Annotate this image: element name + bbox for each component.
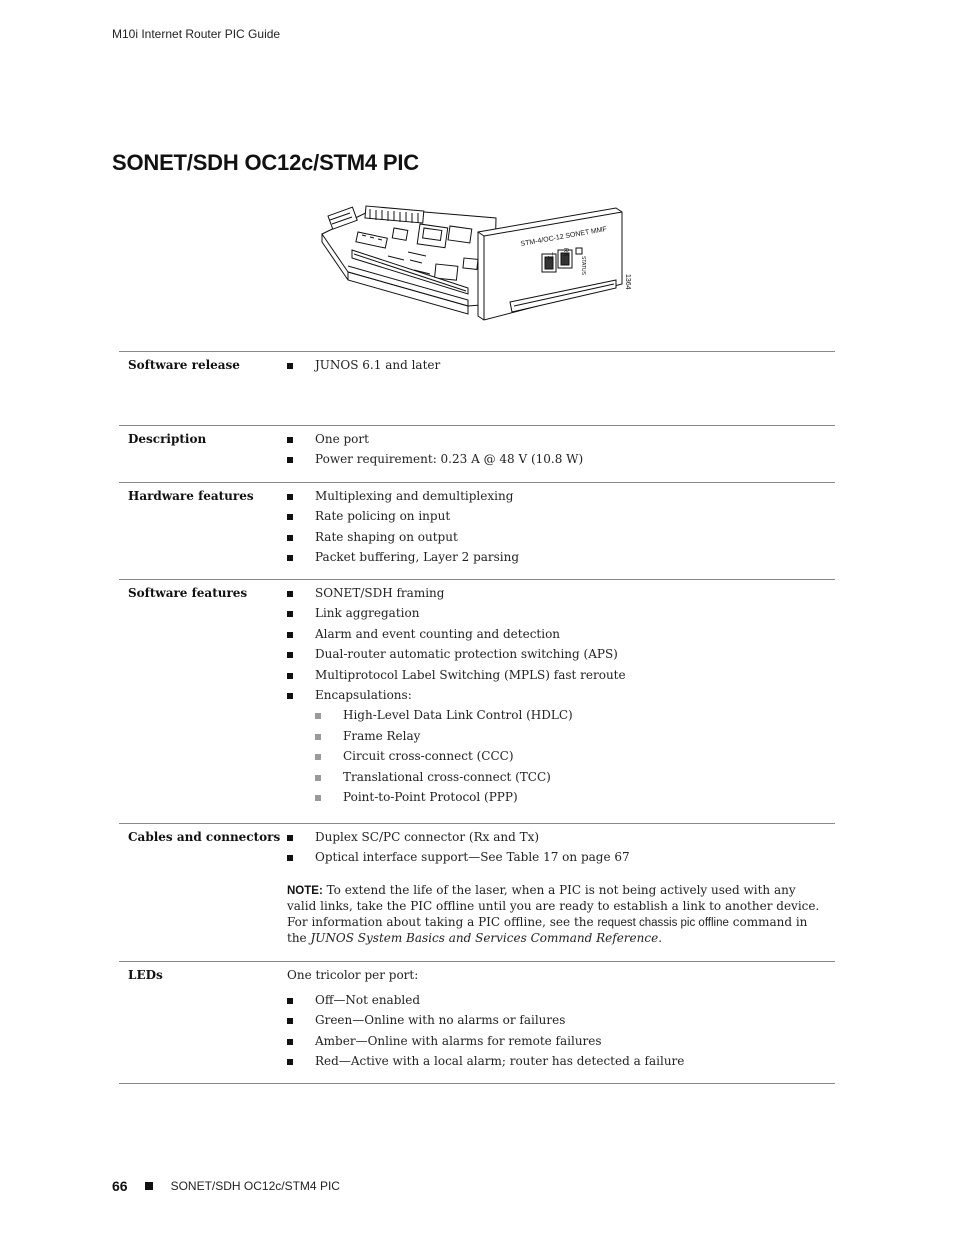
- figure-number: 1364: [624, 274, 631, 290]
- list-item: Off—Not enabled: [287, 993, 835, 1013]
- sub-list-item: Frame Relay: [287, 729, 835, 749]
- faceplate-label: STM-4/OC-12 SONET MMF: [520, 225, 608, 248]
- row-label: Software release: [128, 358, 240, 372]
- row-label: LEDs: [128, 968, 163, 982]
- page-number: 66: [112, 1178, 128, 1194]
- list-item: Encapsulations:: [287, 688, 835, 708]
- list-item: Packet buffering, Layer 2 parsing: [287, 550, 835, 570]
- row-content: [287, 968, 835, 1069]
- row-label: Cables and connectors: [128, 830, 281, 844]
- row-content: [287, 432, 835, 468]
- list-item: Multiprotocol Label Switching (MPLS) fast reroute: [287, 668, 835, 688]
- row-label: Software features: [128, 586, 248, 600]
- sub-list-item: High-Level Data Link Control (HDLC): [287, 708, 835, 728]
- cli-command: request chassis pic offline: [597, 916, 729, 929]
- row-description: [119, 426, 835, 483]
- reference-title: JUNOS System Basics and Services Command Reference: [310, 931, 659, 946]
- row-label: Hardware features: [128, 489, 254, 503]
- row-content: [287, 489, 835, 565]
- list-item: Dual-router automatic protection switching (APS): [287, 647, 835, 667]
- note-period: .: [658, 931, 663, 946]
- pic-illustration: [318, 202, 640, 324]
- note-text: command in the: [287, 914, 808, 946]
- row-hardware-features: [119, 483, 835, 580]
- note-label: NOTE:: [287, 884, 323, 897]
- rx-label: RX: [562, 248, 568, 257]
- laser-note: [287, 883, 835, 947]
- list-item: Multiplexing and demultiplexing: [287, 489, 835, 509]
- list-item: Alarm and event counting and detection: [287, 627, 835, 647]
- row-content: [287, 830, 835, 947]
- tx-label: TX: [546, 252, 552, 260]
- page-title: SONET/SDH OC12c/STM4 PIC: [112, 150, 419, 175]
- list-item: SONET/SDH framing: [287, 586, 835, 606]
- row-software-release: [119, 352, 835, 426]
- running-header: M10i Internet Router PIC Guide: [112, 27, 281, 41]
- list-item: Rate shaping on output: [287, 530, 835, 550]
- list-item: Duplex SC/PC connector (Rx and Tx): [287, 830, 835, 850]
- row-cables-connectors: [119, 824, 835, 962]
- list-item: One port: [287, 432, 835, 452]
- page-footer: [112, 1178, 340, 1194]
- pic-spec-table: [119, 351, 835, 1084]
- sub-list-item: Translational cross-connect (TCC): [287, 770, 835, 790]
- list-item: Optical interface support—See Table 17 on page 67: [287, 850, 835, 870]
- footer-section-title: SONET/SDH OC12c/STM4 PIC: [170, 1179, 340, 1193]
- note-text: To extend the life of the laser, when a PIC is not being actively used with any valid links, take the PIC offline until you are ready to establish a link to another device. For information about taking a PIC offline, see the: [287, 882, 820, 929]
- list-item: Green—Online with no alarms or failures: [287, 1013, 835, 1033]
- sub-list-item: Circuit cross-connect (CCC): [287, 749, 835, 769]
- leds-intro: One tricolor per port:: [287, 968, 419, 982]
- list-item: JUNOS 6.1 and later: [287, 358, 835, 378]
- list-item: Rate policing on input: [287, 509, 835, 529]
- list-item: Amber—Online with alarms for remote failures: [287, 1034, 835, 1054]
- row-content: [287, 358, 835, 411]
- sub-list-item: Point-to-Point Protocol (PPP): [287, 790, 835, 810]
- row-software-features: [119, 580, 835, 824]
- status-label: STATUS: [580, 256, 586, 275]
- list-item: Red—Active with a local alarm; router has detected a failure: [287, 1054, 835, 1074]
- pic-line-drawing: [318, 202, 640, 324]
- list-item: Power requirement: 0.23 A @ 48 V (10.8 W): [287, 452, 835, 472]
- row-label: Description: [128, 432, 207, 446]
- list-item: Link aggregation: [287, 606, 835, 626]
- row-content: [287, 586, 835, 809]
- footer-square-icon: [145, 1182, 153, 1190]
- row-leds: [119, 962, 835, 1084]
